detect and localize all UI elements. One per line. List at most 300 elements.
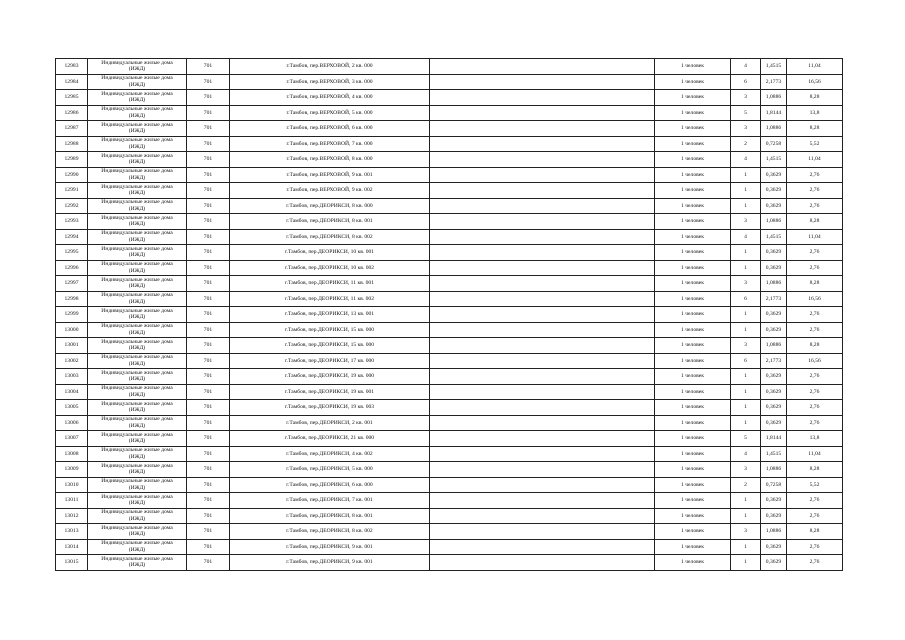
housing-type-label: Индивидуальные жилые дома: [101, 214, 173, 221]
residents-count-cell: 2: [731, 477, 761, 493]
address-cell: г.Тамбов, пер.ВЕРХОВОЙ, 3 кв. 000: [230, 74, 430, 90]
address-cell: г.Тамбов, пер.ДЕОРИКСИ, 11 кв. 002: [230, 291, 430, 307]
empty-cell: [430, 214, 655, 230]
housing-type-label: Индивидуальные жилые дома: [101, 447, 173, 454]
row-id-cell: 12999: [56, 307, 88, 323]
housing-type-abbrev: (ИЖД): [128, 267, 146, 274]
amount-cell: 5,52: [787, 136, 843, 152]
row-id-cell: 13003: [56, 369, 88, 385]
housing-type-cell: [88, 508, 187, 524]
residents-count-cell: 1: [731, 260, 761, 276]
row-id-cell: 13007: [56, 431, 88, 447]
table-row: [56, 198, 843, 214]
amount-cell: 2,76: [787, 369, 843, 385]
residents-count-cell: 1: [731, 167, 761, 183]
address-cell: г.Тамбов, пер.ВЕРХОВОЙ, 2 кв. 000: [230, 59, 430, 75]
service-code-cell: 701: [187, 493, 230, 509]
housing-type-abbrev: (ИЖД): [128, 515, 146, 522]
housing-type-label: Индивидуальные жилые дома: [101, 540, 173, 547]
empty-cell: [430, 338, 655, 354]
residents-count-cell: 3: [731, 121, 761, 137]
residents-count-cell: 6: [731, 291, 761, 307]
residents-count-cell: 1: [731, 384, 761, 400]
address-cell: г.Тамбов, пер.ДЕОРИКСИ, 2 кв. 001: [230, 415, 430, 431]
housing-type-abbrev: (ИЖД): [128, 329, 146, 336]
residents-count-cell: 3: [731, 462, 761, 478]
coefficient-cell: 1,4515: [761, 152, 787, 168]
coefficient-cell: 2,1773: [761, 353, 787, 369]
empty-cell: [430, 431, 655, 447]
housing-type-abbrev: (ИЖД): [128, 97, 146, 104]
service-code-cell: 701: [187, 524, 230, 540]
table-row: [56, 508, 843, 524]
housing-type-label: Индивидуальные жилые дома: [101, 106, 173, 113]
housing-type-label: Индивидуальные жилые дома: [101, 59, 173, 66]
address-cell: г.Тамбов, пер.ДЕОРИКСИ, 9 кв. 001: [230, 555, 430, 571]
housing-type-abbrev: (ИЖД): [128, 112, 146, 119]
table-row: [56, 539, 843, 555]
empty-cell: [430, 260, 655, 276]
empty-cell: [430, 415, 655, 431]
unit-cell: 1 человек: [655, 322, 731, 338]
housing-type-cell: [88, 229, 187, 245]
address-cell: г.Тамбов, пер.ДЕОРИКСИ, 11 кв. 001: [230, 276, 430, 292]
residents-count-cell: 1: [731, 400, 761, 416]
address-cell: г.Тамбов, пер.ВЕРХОВОЙ, 9 кв. 001: [230, 167, 430, 183]
housing-type-label: Индивидуальные жилые дома: [101, 75, 173, 82]
service-code-cell: 701: [187, 446, 230, 462]
amount-cell: 8,28: [787, 276, 843, 292]
table-row: [56, 431, 843, 447]
amount-cell: 13,8: [787, 105, 843, 121]
address-cell: г.Тамбов, пер.ДЕОРИКСИ, 8 кв. 000: [230, 198, 430, 214]
housing-type-abbrev: (ИЖД): [128, 453, 146, 460]
unit-cell: 1 человек: [655, 369, 731, 385]
unit-cell: 1 человек: [655, 183, 731, 199]
amount-cell: 11,04: [787, 229, 843, 245]
row-id-cell: 12998: [56, 291, 88, 307]
row-id-cell: 12983: [56, 59, 88, 75]
housing-type-cell: [88, 136, 187, 152]
housing-type-cell: [88, 384, 187, 400]
service-code-cell: 701: [187, 508, 230, 524]
table-row: [56, 105, 843, 121]
empty-cell: [430, 136, 655, 152]
residents-count-cell: 1: [731, 508, 761, 524]
unit-cell: 1 человек: [655, 214, 731, 230]
address-cell: г.Тамбов, пер.ДЕОРИКСИ, 19 кв. 000: [230, 369, 430, 385]
amount-cell: 2,76: [787, 555, 843, 571]
housing-type-cell: [88, 183, 187, 199]
row-id-cell: 13015: [56, 555, 88, 571]
housing-type-label: Индивидуальные жилые дома: [101, 462, 173, 469]
row-id-cell: 12996: [56, 260, 88, 276]
housing-type-cell: [88, 353, 187, 369]
empty-cell: [430, 462, 655, 478]
row-id-cell: 13010: [56, 477, 88, 493]
unit-cell: 1 человек: [655, 260, 731, 276]
row-id-cell: 12995: [56, 245, 88, 261]
table-row: [56, 229, 843, 245]
address-cell: г.Тамбов, пер.ДЕОРИКСИ, 8 кв. 002: [230, 229, 430, 245]
housing-type-cell: [88, 462, 187, 478]
housing-type-abbrev: (ИЖД): [128, 360, 146, 367]
row-id-cell: 13013: [56, 524, 88, 540]
service-code-cell: 701: [187, 183, 230, 199]
housing-type-label: Индивидуальные жилые дома: [101, 245, 173, 252]
housing-type-abbrev: (ИЖД): [128, 469, 146, 476]
address-cell: г.Тамбов, пер.ДЕОРИКСИ, 15 кв. 000: [230, 338, 430, 354]
empty-cell: [430, 384, 655, 400]
empty-cell: [430, 74, 655, 90]
housing-type-cell: [88, 322, 187, 338]
amount-cell: 5,52: [787, 477, 843, 493]
address-cell: г.Тамбов, пер.ВЕРХОВОЙ, 6 кв. 000: [230, 121, 430, 137]
amount-cell: 2,76: [787, 415, 843, 431]
address-cell: г.Тамбов, пер.ДЕОРИКСИ, 8 кв. 002: [230, 524, 430, 540]
housing-type-label: Индивидуальные жилые дома: [101, 230, 173, 237]
service-code-cell: 701: [187, 462, 230, 478]
amount-cell: 8,28: [787, 462, 843, 478]
row-id-cell: 13002: [56, 353, 88, 369]
service-code-cell: 701: [187, 74, 230, 90]
service-code-cell: 701: [187, 59, 230, 75]
housing-type-abbrev: (ИЖД): [128, 345, 146, 352]
amount-cell: 2,76: [787, 493, 843, 509]
unit-cell: 1 человек: [655, 198, 731, 214]
amount-cell: 8,28: [787, 121, 843, 137]
row-id-cell: 12988: [56, 136, 88, 152]
residents-count-cell: 3: [731, 524, 761, 540]
row-id-cell: 12984: [56, 74, 88, 90]
housing-type-label: Индивидуальные жилые дома: [101, 261, 173, 268]
unit-cell: 1 человек: [655, 446, 731, 462]
amount-cell: 11,04: [787, 59, 843, 75]
housing-type-label: Индивидуальные жилые дома: [101, 199, 173, 206]
coefficient-cell: 0,3629: [761, 245, 787, 261]
empty-cell: [430, 307, 655, 323]
housing-type-cell: [88, 245, 187, 261]
empty-cell: [430, 291, 655, 307]
housing-type-label: Индивидуальные жилые дома: [101, 137, 173, 144]
housing-type-label: Индивидуальные жилые дома: [101, 307, 173, 314]
table-row: [56, 136, 843, 152]
empty-cell: [430, 477, 655, 493]
housing-type-label: Индивидуальные жилые дома: [101, 90, 173, 97]
housing-type-abbrev: (ИЖД): [128, 66, 146, 73]
row-id-cell: 13014: [56, 539, 88, 555]
row-id-cell: 12992: [56, 198, 88, 214]
table-row: [56, 291, 843, 307]
coefficient-cell: 0,3629: [761, 384, 787, 400]
table-row: [56, 276, 843, 292]
row-id-cell: 13011: [56, 493, 88, 509]
row-id-cell: 13004: [56, 384, 88, 400]
residents-count-cell: 5: [731, 431, 761, 447]
unit-cell: 1 человек: [655, 462, 731, 478]
housing-type-cell: [88, 198, 187, 214]
housing-type-cell: [88, 167, 187, 183]
residents-count-cell: 5: [731, 105, 761, 121]
service-code-cell: 701: [187, 400, 230, 416]
housing-type-cell: [88, 539, 187, 555]
housing-type-abbrev: (ИЖД): [128, 376, 146, 383]
empty-cell: [430, 524, 655, 540]
amount-cell: 16,56: [787, 291, 843, 307]
unit-cell: 1 человек: [655, 291, 731, 307]
empty-cell: [430, 555, 655, 571]
housing-type-abbrev: (ИЖД): [128, 298, 146, 305]
table-row: [56, 322, 843, 338]
residents-count-cell: 3: [731, 276, 761, 292]
table-row: [56, 555, 843, 571]
housing-type-label: Индивидуальные жилые дома: [101, 493, 173, 500]
housing-type-label: Индивидуальные жилые дома: [101, 416, 173, 423]
housing-type-cell: [88, 105, 187, 121]
unit-cell: 1 человек: [655, 121, 731, 137]
address-cell: г.Тамбов, пер.ВЕРХОВОЙ, 4 кв. 000: [230, 90, 430, 106]
table-row: [56, 152, 843, 168]
coefficient-cell: 0,7258: [761, 136, 787, 152]
address-cell: г.Тамбов, пер.ДЕОРИКСИ, 9 кв. 001: [230, 539, 430, 555]
unit-cell: 1 человек: [655, 415, 731, 431]
address-cell: г.Тамбов, пер.ДЕОРИКСИ, 5 кв. 000: [230, 462, 430, 478]
housing-type-label: Индивидуальные жилые дома: [101, 555, 173, 562]
address-cell: г.Тамбов, пер.ДЕОРИКСИ, 6 кв. 000: [230, 477, 430, 493]
residents-count-cell: 1: [731, 415, 761, 431]
empty-cell: [430, 369, 655, 385]
table-row: [56, 167, 843, 183]
empty-cell: [430, 508, 655, 524]
housing-type-cell: [88, 59, 187, 75]
amount-cell: 13,8: [787, 431, 843, 447]
address-cell: г.Тамбов, пер.ВЕРХОВОЙ, 9 кв. 002: [230, 183, 430, 199]
coefficient-cell: 1,4515: [761, 446, 787, 462]
coefficient-cell: 2,1773: [761, 74, 787, 90]
address-cell: г.Тамбов, пер.ДЕОРИКСИ, 10 кв. 001: [230, 245, 430, 261]
address-cell: г.Тамбов, пер.ДЕОРИКСИ, 10 кв. 002: [230, 260, 430, 276]
coefficient-cell: 2,1773: [761, 291, 787, 307]
coefficient-cell: 0,3629: [761, 493, 787, 509]
empty-cell: [430, 276, 655, 292]
unit-cell: 1 человек: [655, 555, 731, 571]
table-row: [56, 121, 843, 137]
table-row: [56, 59, 843, 75]
coefficient-cell: 0,3629: [761, 369, 787, 385]
coefficient-cell: 1,4515: [761, 59, 787, 75]
service-code-cell: 701: [187, 121, 230, 137]
row-id-cell: 13009: [56, 462, 88, 478]
address-cell: г.Тамбов, пер.ДЕОРИКСИ, 15 кв. 000: [230, 322, 430, 338]
empty-cell: [430, 446, 655, 462]
housing-type-cell: [88, 121, 187, 137]
housing-type-abbrev: (ИЖД): [128, 205, 146, 212]
housing-type-label: Индивидуальные жилые дома: [101, 168, 173, 175]
residents-count-cell: 1: [731, 245, 761, 261]
housing-type-abbrev: (ИЖД): [128, 562, 146, 569]
housing-type-cell: [88, 369, 187, 385]
coefficient-cell: 0,3629: [761, 400, 787, 416]
housing-type-label: Индивидуальные жилые дома: [101, 431, 173, 438]
row-id-cell: 13012: [56, 508, 88, 524]
coefficient-cell: 1,0886: [761, 338, 787, 354]
coefficient-cell: 1,0886: [761, 90, 787, 106]
row-id-cell: 12994: [56, 229, 88, 245]
unit-cell: 1 человек: [655, 493, 731, 509]
service-code-cell: 701: [187, 307, 230, 323]
amount-cell: 16,56: [787, 353, 843, 369]
housing-type-abbrev: (ИЖД): [128, 531, 146, 538]
register-table-body: [56, 59, 843, 571]
unit-cell: 1 человек: [655, 477, 731, 493]
coefficient-cell: 0,3629: [761, 183, 787, 199]
service-code-cell: 701: [187, 152, 230, 168]
amount-cell: 2,76: [787, 384, 843, 400]
housing-type-abbrev: (ИЖД): [128, 500, 146, 507]
row-id-cell: 12997: [56, 276, 88, 292]
empty-cell: [430, 229, 655, 245]
row-id-cell: 13001: [56, 338, 88, 354]
housing-type-cell: [88, 446, 187, 462]
unit-cell: 1 человек: [655, 90, 731, 106]
table-row: [56, 524, 843, 540]
service-code-cell: 701: [187, 214, 230, 230]
unit-cell: 1 человек: [655, 276, 731, 292]
coefficient-cell: 1,0886: [761, 214, 787, 230]
residents-count-cell: 1: [731, 183, 761, 199]
residents-count-cell: 6: [731, 74, 761, 90]
unit-cell: 1 человек: [655, 524, 731, 540]
housing-type-cell: [88, 415, 187, 431]
coefficient-cell: 0,3629: [761, 167, 787, 183]
service-code-cell: 701: [187, 338, 230, 354]
housing-type-cell: [88, 477, 187, 493]
housing-type-label: Индивидуальные жилые дома: [101, 524, 173, 531]
service-code-cell: 701: [187, 555, 230, 571]
address-cell: г.Тамбов, пер.ВЕРХОВОЙ, 5 кв. 000: [230, 105, 430, 121]
amount-cell: 2,76: [787, 400, 843, 416]
address-cell: г.Тамбов, пер.ДЕОРИКСИ, 21 кв. 000: [230, 431, 430, 447]
housing-type-abbrev: (ИЖД): [128, 143, 146, 150]
address-cell: г.Тамбов, пер.ДЕОРИКСИ, 8 кв. 001: [230, 214, 430, 230]
amount-cell: 2,76: [787, 198, 843, 214]
service-code-cell: 701: [187, 90, 230, 106]
table-row: [56, 90, 843, 106]
table-row: [56, 245, 843, 261]
housing-type-label: Индивидуальные жилые дома: [101, 369, 173, 376]
row-id-cell: 13008: [56, 446, 88, 462]
amount-cell: 2,76: [787, 167, 843, 183]
row-id-cell: 12987: [56, 121, 88, 137]
housing-type-label: Индивидуальные жилые дома: [101, 400, 173, 407]
residents-count-cell: 1: [731, 493, 761, 509]
residents-count-cell: 4: [731, 229, 761, 245]
residents-count-cell: 4: [731, 152, 761, 168]
empty-cell: [430, 400, 655, 416]
empty-cell: [430, 167, 655, 183]
unit-cell: 1 человек: [655, 167, 731, 183]
empty-cell: [430, 493, 655, 509]
housing-type-abbrev: (ИЖД): [128, 190, 146, 197]
housing-type-label: Индивидуальные жилые дома: [101, 478, 173, 485]
housing-type-label: Индивидуальные жилые дома: [101, 323, 173, 330]
address-cell: г.Тамбов, пер.ДЕОРИКСИ, 19 кв. 001: [230, 384, 430, 400]
table-row: [56, 369, 843, 385]
address-cell: г.Тамбов, пер.ДЕОРИКСИ, 19 кв. 003: [230, 400, 430, 416]
service-code-cell: 701: [187, 477, 230, 493]
address-cell: г.Тамбов, пер.ДЕОРИКСИ, 8 кв. 001: [230, 508, 430, 524]
service-code-cell: 701: [187, 105, 230, 121]
housing-type-cell: [88, 493, 187, 509]
housing-type-abbrev: (ИЖД): [128, 221, 146, 228]
table-row: [56, 493, 843, 509]
coefficient-cell: 1,8144: [761, 105, 787, 121]
housing-type-cell: [88, 555, 187, 571]
unit-cell: 1 человек: [655, 74, 731, 90]
row-id-cell: 12991: [56, 183, 88, 199]
housing-type-cell: [88, 338, 187, 354]
empty-cell: [430, 59, 655, 75]
address-cell: г.Тамбов, пер.ДЕОРИКСИ, 7 кв. 001: [230, 493, 430, 509]
table-row: [56, 353, 843, 369]
amount-cell: 2,76: [787, 539, 843, 555]
register-table: [55, 58, 843, 571]
housing-type-abbrev: (ИЖД): [128, 128, 146, 135]
service-code-cell: 701: [187, 198, 230, 214]
housing-type-abbrev: (ИЖД): [128, 283, 146, 290]
unit-cell: 1 человек: [655, 431, 731, 447]
housing-type-abbrev: (ИЖД): [128, 236, 146, 243]
unit-cell: 1 человек: [655, 353, 731, 369]
table-row: [56, 260, 843, 276]
service-code-cell: 701: [187, 245, 230, 261]
table-row: [56, 446, 843, 462]
service-code-cell: 701: [187, 167, 230, 183]
housing-type-cell: [88, 400, 187, 416]
empty-cell: [430, 353, 655, 369]
housing-type-abbrev: (ИЖД): [128, 438, 146, 445]
unit-cell: 1 человек: [655, 136, 731, 152]
amount-cell: 8,28: [787, 524, 843, 540]
table-row: [56, 384, 843, 400]
coefficient-cell: 1,0886: [761, 276, 787, 292]
unit-cell: 1 человек: [655, 508, 731, 524]
coefficient-cell: 0,3629: [761, 539, 787, 555]
service-code-cell: 701: [187, 539, 230, 555]
housing-type-cell: [88, 260, 187, 276]
housing-type-label: Индивидуальные жилые дома: [101, 338, 173, 345]
service-code-cell: 701: [187, 291, 230, 307]
unit-cell: 1 человек: [655, 59, 731, 75]
residents-count-cell: 6: [731, 353, 761, 369]
housing-type-cell: [88, 524, 187, 540]
residents-count-cell: 3: [731, 90, 761, 106]
housing-type-cell: [88, 307, 187, 323]
table-row: [56, 477, 843, 493]
residents-count-cell: 3: [731, 338, 761, 354]
housing-type-cell: [88, 431, 187, 447]
row-id-cell: 13006: [56, 415, 88, 431]
coefficient-cell: 0,3629: [761, 198, 787, 214]
row-id-cell: 12993: [56, 214, 88, 230]
row-id-cell: 12986: [56, 105, 88, 121]
empty-cell: [430, 121, 655, 137]
unit-cell: 1 человек: [655, 229, 731, 245]
coefficient-cell: 1,0886: [761, 524, 787, 540]
residents-count-cell: 1: [731, 307, 761, 323]
coefficient-cell: 0,3629: [761, 415, 787, 431]
table-row: [56, 74, 843, 90]
